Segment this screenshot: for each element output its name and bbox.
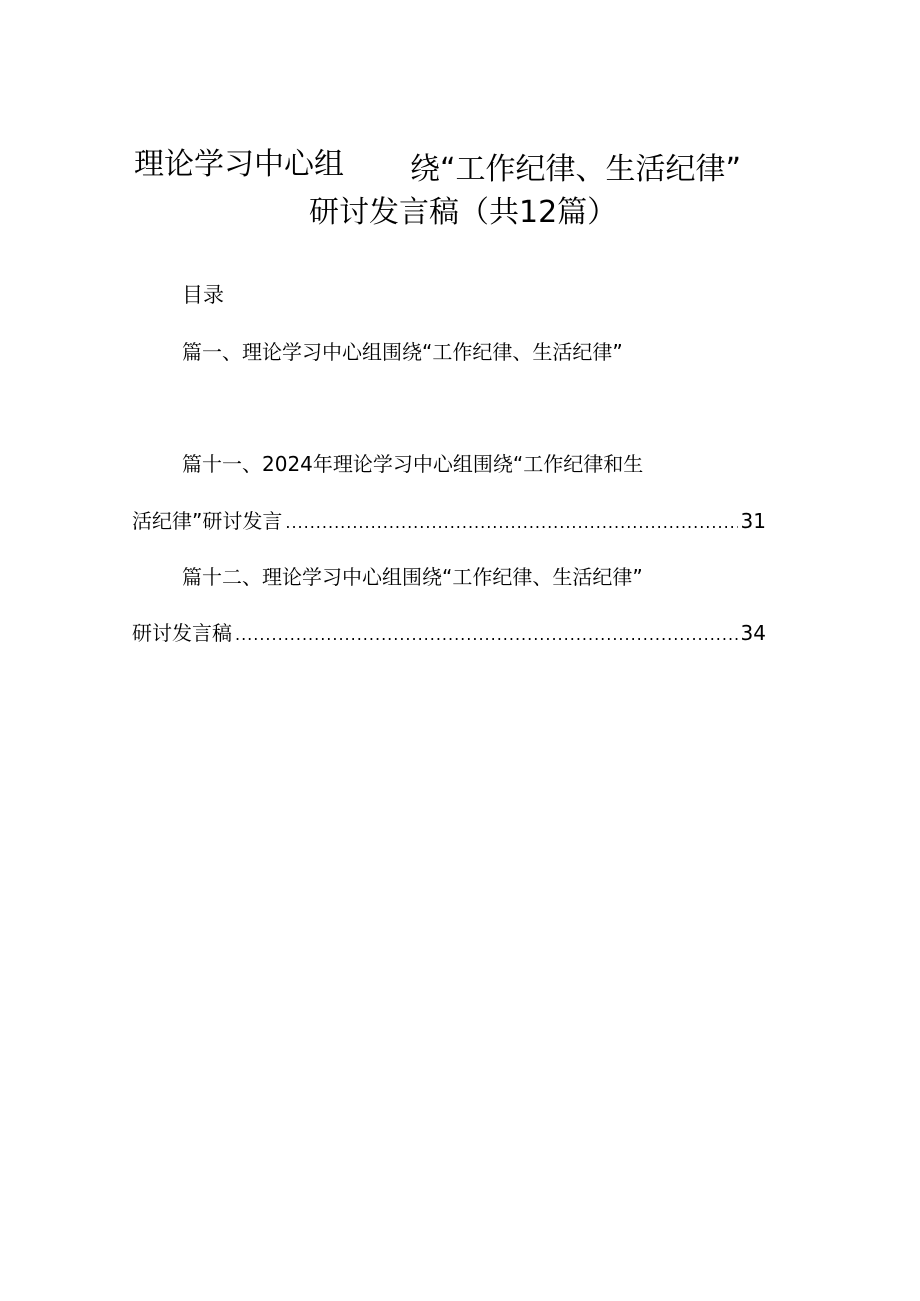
document-title-line2: 研讨发言稿（共12篇）	[309, 195, 618, 230]
toc-entry-12-line2[interactable]	[132, 618, 766, 650]
toc-entry-11-dot-leader	[285, 508, 737, 538]
toc-entry-11-line1[interactable]: 篇十一、2024年理论学习中心组围绕“工作纪律和生	[182, 452, 644, 476]
document-title-part1: 理论学习中心组	[134, 147, 344, 182]
toc-entry-12-dot-leader	[235, 620, 738, 650]
document-title-part2: 绕“工作纪律、生活纪律”	[410, 152, 742, 187]
toc-entry-11-page-number: 31	[740, 509, 766, 533]
toc-entry-12-line1[interactable]: 篇十二、理论学习中心组围绕“工作纪律、生活纪律”	[182, 565, 643, 589]
toc-entry-11-line2[interactable]	[132, 506, 766, 538]
toc-entry-11-title-cont: 活纪律”研讨发言	[132, 509, 283, 533]
toc-entry-12-title-cont: 研讨发言稿	[132, 621, 232, 645]
toc-heading: 目录	[182, 283, 224, 307]
toc-entry-1-line1[interactable]: 篇一、理论学习中心组围绕“工作纪律、生活纪律”	[182, 340, 623, 364]
toc-entry-12-page-number: 34	[740, 621, 766, 645]
